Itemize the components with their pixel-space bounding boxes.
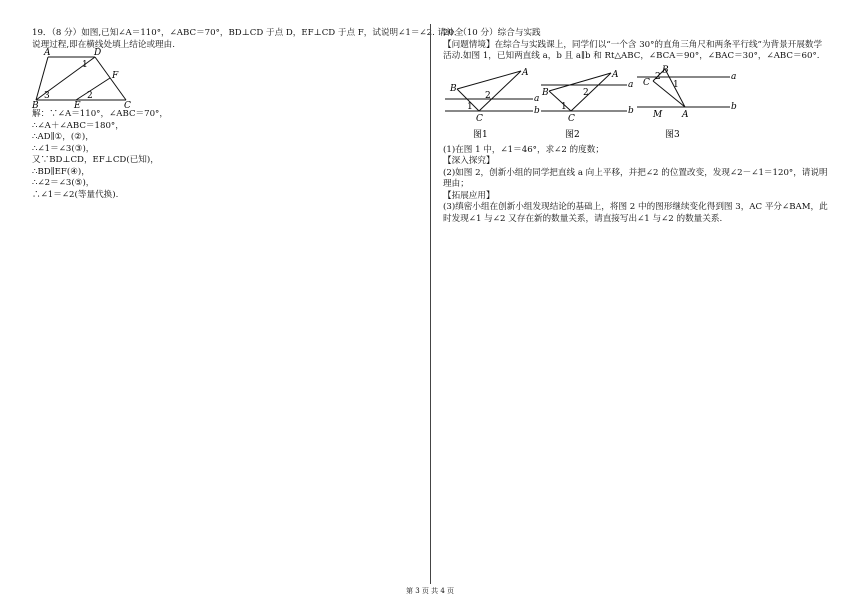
q19-solution-1: ∴∠A＋∠ABC＝180°，: [32, 120, 124, 131]
fig2-angle-1: 1: [561, 101, 567, 112]
fig1-label-b: b: [534, 105, 540, 116]
q20-title: 20．（10 分）综合与实践: [443, 28, 541, 38]
q19-solution-2: ∴AD∥①，(②)，: [32, 132, 94, 142]
fig2-label-b: b: [628, 105, 634, 116]
fig1-label-a: a: [534, 93, 540, 104]
angle-2: 2: [87, 91, 93, 101]
fig3-caption: 图3: [665, 129, 680, 140]
fig3-label-a: a: [731, 71, 737, 82]
label-E: E: [74, 101, 81, 111]
q19-solution-0: 解：∵∠A＝110°，∠ABC＝70°，: [32, 109, 168, 119]
q20-heading-apply: 【拓展应用】: [443, 190, 495, 201]
q19-figure: [32, 48, 142, 111]
fig2-caption: 图2: [565, 129, 580, 140]
q20-part-2: (2)如图 2，创新小组的同学把直线 a 向上平移，并把∠2 的位置改变，发现∠2－∠1＝120°，请说明理由；: [443, 167, 828, 189]
q20-heading-explore: 【深入探究】: [443, 156, 495, 166]
fig3-label-B: B: [662, 65, 669, 76]
fig1-label-C: C: [476, 113, 483, 124]
question-20: [443, 28, 828, 225]
q19-solution-4: 又∵BD⊥CD，EF⊥CD(已知)，: [32, 155, 159, 165]
q20-part-3: (3)缜密小组在创新小组发现结论的基础上，将图 2 中的图形继续变化得到图 3，AC 平分∠BAM，此时发现∠1 与∠2 又存在新的数量关系，请直接写出∠1 与∠2 的数量关系.: [443, 202, 828, 224]
fig3-label-b: b: [731, 101, 737, 112]
fig2-angle-2: 2: [583, 87, 589, 98]
q20-figure-1: [443, 67, 538, 145]
label-A: A: [44, 48, 51, 58]
column-divider: [430, 24, 431, 584]
q19-solution-7: ∴∠1＝∠2(等量代换).: [32, 189, 119, 200]
fig3-label-C: C: [643, 77, 650, 88]
q20-figure-2: [539, 67, 634, 145]
fig1-caption: 图1: [473, 129, 488, 140]
q20-figures: [443, 67, 828, 145]
angle-1: 1: [82, 60, 88, 70]
page-footer: 第 3 页 共 4 页: [405, 587, 455, 595]
question-19: [32, 28, 464, 201]
fig3-label-M: M: [653, 109, 663, 120]
label-D: D: [94, 48, 102, 58]
q19-solution-5: ∴BD∥EF(④)，: [32, 166, 90, 177]
fig2-label-B: B: [542, 87, 549, 98]
label-C: C: [124, 101, 131, 111]
q20-part-1: (1)在图 1 中，∠1＝46°，求∠2 的度数；: [443, 144, 604, 155]
fig1-angle-1: 1: [467, 101, 473, 112]
fig1-label-A: A: [522, 67, 529, 78]
q20-problem-context: 【问题情境】在综合与实践课上，同学们以“一个含 30°的直角三角尺和两条平行线”为背景开展数学活动.如图 1，已知两直线 a，b 且 a∥b 和 Rt△ABC，∠BCA＝90°，∠BAC＝30°，∠ABC＝60°.: [443, 39, 823, 61]
q20-figure-3: [635, 67, 745, 145]
q19-solution-3: ∴∠1＝∠3(③)，: [32, 143, 95, 154]
label-F: F: [112, 71, 119, 81]
fig3-label-A: A: [682, 109, 689, 120]
fig2-label-C: C: [568, 113, 575, 124]
angle-3: 3: [44, 91, 50, 101]
fig1-angle-2: 2: [485, 90, 491, 101]
q19-line1: 19．（8 分）如图,已知∠A＝110°，∠ABC＝70°，BD⊥CD 于点 D，EF⊥CD 于点 F，试说明∠1＝∠2. 请补全: [32, 28, 464, 38]
q19-solution-6: ∴∠2＝∠3(⑤)，: [32, 178, 95, 188]
fig2-label-a: a: [628, 79, 634, 90]
label-B: B: [32, 101, 39, 111]
fig2-label-A: A: [612, 69, 619, 80]
fig1-label-B: B: [450, 83, 457, 94]
fig3-angle-2: 2: [655, 71, 661, 82]
fig3-angle-1: 1: [673, 79, 679, 90]
q19-line2: 说理过程,即在横线处填上结论或理由.: [32, 39, 175, 50]
